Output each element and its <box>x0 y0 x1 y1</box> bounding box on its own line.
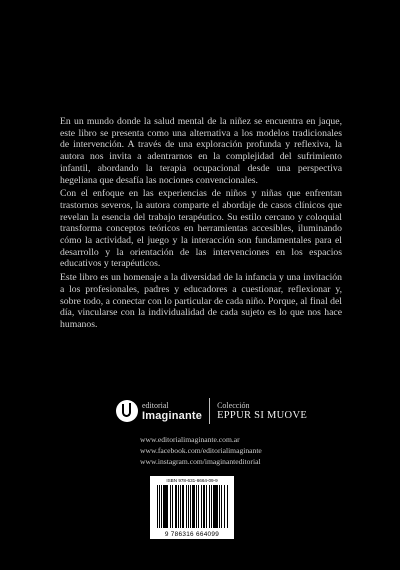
synopsis-text <box>60 116 342 333</box>
synopsis-paragraph-3: Este libro es un homenaje a la diversidad de la infancia y una invitación a los profesionales, padres y educadores a cuestionar, reflexionar y, sobre todo, a conectar con lo particular de cada niño. Porque, al final del día, vincularse con la individualidad de cada sujeto es lo que nos hace humanos. <box>60 272 342 330</box>
publisher-row <box>116 396 316 426</box>
publisher-name <box>142 401 202 421</box>
collection-small-label: Colección <box>217 401 250 410</box>
synopsis-paragraph-2: Con el enfoque en las experiencias de niños y niñas que enfrentan trastornos severos, la autora comparte el abordaje de casos clínicos que revelan la esencia del trabajo terapéutico. Su estilo cercano y coloquial transforma conceptos teóricos en herramientas accesibles, iluminando cómo la actividad, el juego y la interacción son fundamentales para el desarrollo y la orientación de las intervenciones en los espacios educativos y terapéuticos. <box>60 188 342 270</box>
publisher-logo-icon <box>116 400 138 422</box>
publisher-divider <box>209 398 210 424</box>
barcode-number: 9 786316 664099 <box>164 531 220 538</box>
publisher-title: Imaginante <box>142 410 203 422</box>
instagram-link[interactable]: www.instagram.com/imaginanteditorial <box>140 457 261 466</box>
website-link[interactable]: www.editorialimaginante.com.ar <box>140 435 240 444</box>
isbn-barcode <box>150 476 234 539</box>
synopsis-paragraph-1: En un mundo donde la salud mental de la niñez se encuentra en jaque, este libro se presenta como una alternativa a los modelos tradicionales de intervención. A través de una exploración profunda y reflexiva, la autora nos invita a adentrarnos en la complejidad del sufrimiento infantil, abordando la terapia ocupacional desde una perspectiva hegeliana que desafía las nociones convencionales. <box>60 116 342 186</box>
barcode-bars <box>157 485 229 528</box>
collection-name <box>217 401 307 421</box>
facebook-link[interactable]: www.facebook.com/editorialimaginante <box>140 446 262 455</box>
publisher-links <box>140 434 320 467</box>
isbn-label: ISBN 978-631-6664-09-9 <box>166 478 218 483</box>
publisher-small-label: editorial <box>142 401 169 410</box>
collection-title: EPPUR SI MUOVE <box>217 410 308 421</box>
